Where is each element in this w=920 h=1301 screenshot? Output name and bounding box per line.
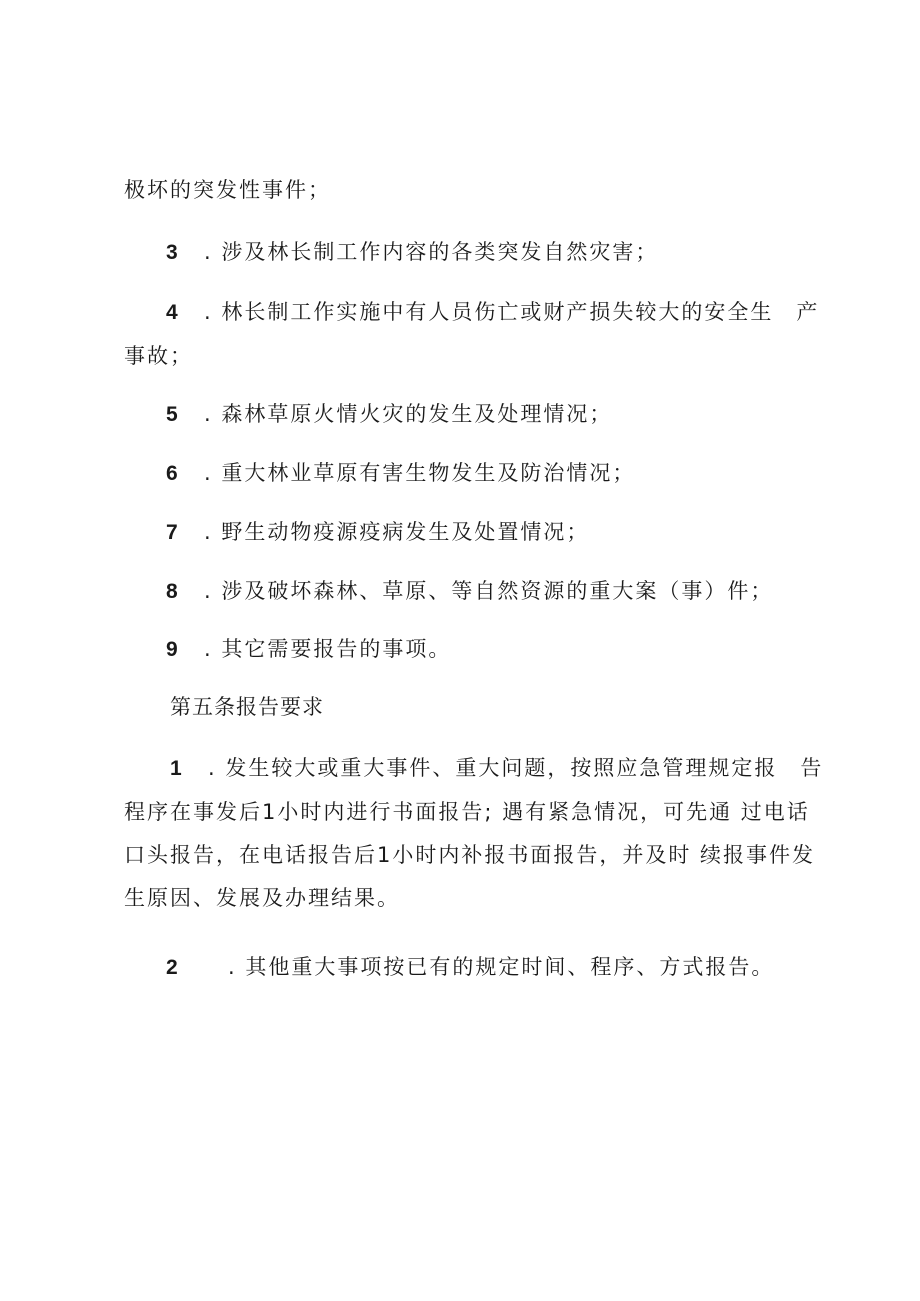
- list-item-6: [166, 457, 808, 490]
- item-text: . 林长制工作实施中有人员伤亡或财产损失较大的安全生 产: [204, 300, 820, 324]
- item-number: 2: [166, 956, 178, 979]
- list-item-4-continuation: [124, 340, 808, 372]
- item-text: . 野生动物疫源疫病发生及处置情况；: [204, 520, 590, 544]
- item-number: 7: [166, 521, 178, 544]
- item-number: 4: [166, 301, 178, 324]
- list-item-9: [166, 633, 808, 666]
- list-item-8: [166, 575, 808, 608]
- item-text: 生原因、发展及办理结果。: [124, 886, 400, 910]
- item-text: 程序在事发后1小时内进行书面报告; 遇有紧急情况，可先通 过电话: [124, 800, 810, 824]
- requirement-1-line-3: [124, 839, 816, 871]
- paragraph-continuation: [124, 174, 808, 206]
- list-item-4: [166, 296, 820, 329]
- item-text: . 其他重大事项按已有的规定时间、程序、方式报告。: [228, 955, 775, 979]
- item-number: 5: [166, 403, 178, 426]
- item-text: . 涉及林长制工作内容的各类突发自然灾害；: [204, 240, 659, 264]
- item-number: 3: [166, 241, 178, 264]
- section-heading: [170, 691, 808, 723]
- requirement-1-line-4: [124, 882, 808, 914]
- item-text: 口头报告，在电话报告后1小时内补报书面报告，并及时 续报事件发: [124, 843, 816, 867]
- item-text: . 涉及破坏森林、草原、等自然资源的重大案（事）件；: [204, 579, 774, 603]
- heading-text: 第五条报告要求: [170, 695, 324, 719]
- item-number: 8: [166, 580, 178, 603]
- list-item-3: [166, 236, 808, 269]
- item-number: 6: [166, 462, 178, 485]
- item-text: 事故；: [124, 344, 193, 368]
- list-item-5: [166, 398, 808, 431]
- list-item-7: [166, 516, 808, 549]
- item-number: 9: [166, 638, 178, 661]
- item-text: . 其它需要报告的事项。: [204, 637, 452, 661]
- item-number: 1: [170, 757, 182, 780]
- item-text: . 发生较大或重大事件、重大问题，按照应急管理规定报 告: [208, 756, 824, 780]
- requirement-2: [166, 951, 808, 984]
- requirement-1: [170, 752, 824, 785]
- requirement-1-line-2: [124, 796, 808, 828]
- item-text: . 森林草原火情火灾的发生及处理情况；: [204, 402, 613, 426]
- text: 极坏的突发性事件；: [124, 178, 331, 202]
- item-text: . 重大林业草原有害生物发生及防治情况；: [204, 461, 636, 485]
